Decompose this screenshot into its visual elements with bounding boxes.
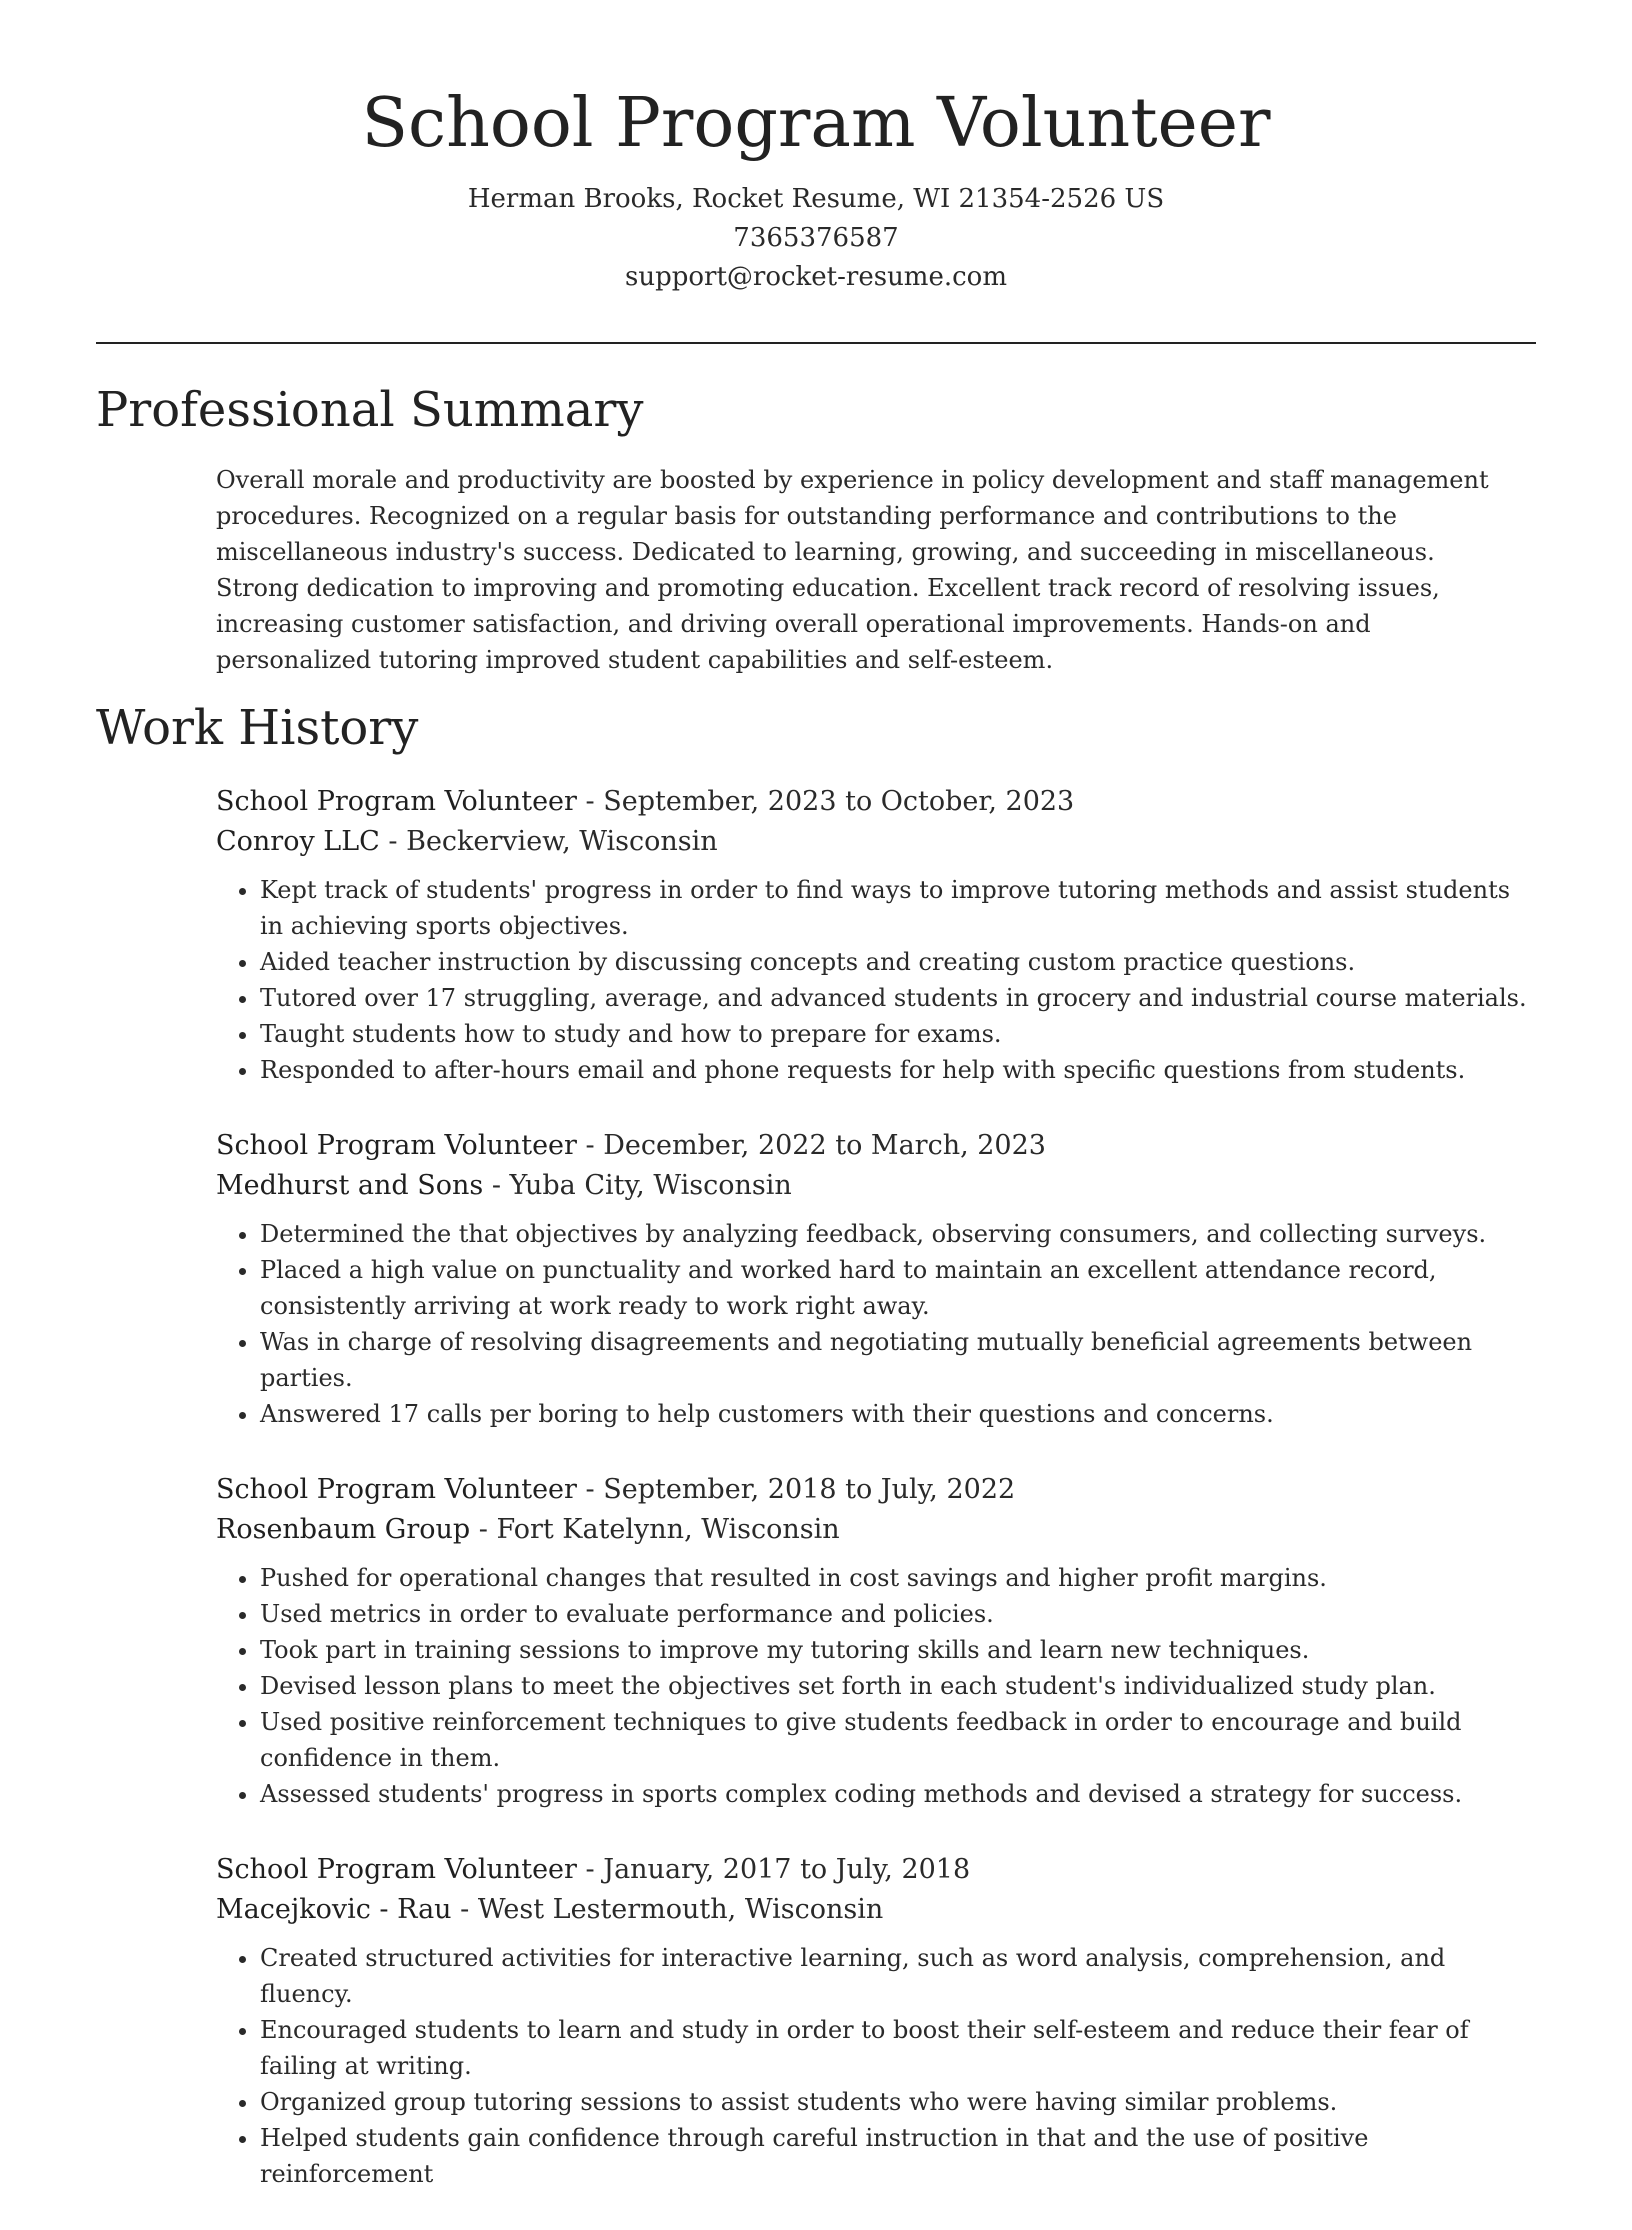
job-bullets — [216, 1216, 1536, 1432]
job-company: Conroy LLC — [216, 826, 380, 857]
job-bullet: • Encouraged students to learn and study in order to boost their self-esteem and reduce their fear of failing at writing. — [260, 2012, 1536, 2084]
job-title: School Program Volunteer — [216, 1474, 577, 1505]
job-bullets — [216, 872, 1536, 1088]
job-location: - Beckerview, Wisconsin — [379, 826, 718, 857]
job-company: Rosenbaum Group — [216, 1514, 471, 1545]
job-bullet: • Answered 17 calls per boring to help customers with their questions and concerns. — [260, 1396, 1536, 1432]
job-entry — [216, 782, 1536, 1088]
job-bullets — [216, 1940, 1536, 2192]
address-line: Herman Brooks, Rocket Resume, WI 21354-2526 US — [467, 184, 1165, 214]
job-title: School Program Volunteer — [216, 786, 577, 817]
job-entry — [216, 1126, 1536, 1432]
job-entry — [216, 1850, 1536, 2192]
job-bullet: • Was in charge of resolving disagreements and negotiating mutually beneficial agreements between parties. — [260, 1324, 1536, 1396]
job-bullet: • Taught students how to study and how to prepare for exams. — [260, 1016, 1536, 1052]
job-title: School Program Volunteer — [216, 1130, 577, 1161]
job-bullet: • Created structured activities for interactive learning, such as word analysis, comprehension, and fluency. — [260, 1940, 1536, 2012]
job-bullet: • Used positive reinforcement techniques to give students feedback in order to encourage and build confidence in them. — [260, 1704, 1536, 1776]
job-company-line — [216, 822, 1536, 862]
work-history-heading: Work History — [96, 700, 419, 756]
job-bullet: • Assessed students' progress in sports complex coding methods and devised a strategy for success. — [260, 1776, 1536, 1812]
job-bullet: • Took part in training sessions to improve my tutoring skills and learn new techniques. — [260, 1632, 1536, 1668]
job-title-line — [216, 1850, 1536, 1890]
resume-header — [0, 80, 1632, 297]
job-location: - Fort Katelynn, Wisconsin — [470, 1514, 840, 1545]
email-address: support@rocket-resume.com — [624, 262, 1007, 292]
job-company: Macejkovic - Rau — [216, 1894, 452, 1925]
contact-block — [0, 180, 1632, 297]
job-company-line — [216, 1510, 1536, 1550]
phone-number: 7365376587 — [733, 223, 899, 253]
job-dates: - December, 2022 to March, 2023 — [576, 1130, 1046, 1161]
job-dates: - September, 2018 to July, 2022 — [576, 1474, 1016, 1505]
job-bullet: • Helped students gain confidence through careful instruction in that and the use of positive reinforcement — [260, 2120, 1536, 2192]
job-bullets — [216, 1560, 1536, 1812]
summary-heading: Professional Summary — [96, 382, 644, 438]
job-dates: - September, 2023 to October, 2023 — [576, 786, 1075, 817]
job-bullet: • Determined the that objectives by analyzing feedback, observing consumers, and collecting surveys. — [260, 1216, 1536, 1252]
job-title-line — [216, 782, 1536, 822]
job-bullet: • Devised lesson plans to meet the objectives set forth in each student's individualized study plan. — [260, 1668, 1536, 1704]
job-bullet: • Pushed for operational changes that resulted in cost savings and higher profit margins. — [260, 1560, 1536, 1596]
job-dates: - January, 2017 to July, 2018 — [576, 1854, 971, 1885]
resume-title: School Program Volunteer — [361, 84, 1271, 163]
header-divider — [96, 342, 1536, 344]
job-title-line — [216, 1126, 1536, 1166]
job-company: Medhurst and Sons — [216, 1170, 484, 1201]
job-bullet: • Organized group tutoring sessions to assist students who were having similar problems. — [260, 2084, 1536, 2120]
job-bullet: • Used metrics in order to evaluate performance and policies. — [260, 1596, 1536, 1632]
job-company-line — [216, 1890, 1536, 1930]
job-location: - Yuba City, Wisconsin — [483, 1170, 792, 1201]
job-bullet: • Tutored over 17 struggling, average, and advanced students in grocery and industrial course materials. — [260, 980, 1536, 1016]
job-bullet: • Kept track of students' progress in order to find ways to improve tutoring methods and assist students in achieving sports objectives. — [260, 872, 1536, 944]
job-bullet: • Aided teacher instruction by discussing concepts and creating custom practice questions. — [260, 944, 1536, 980]
job-bullet: • Placed a high value on punctuality and worked hard to maintain an excellent attendance record, consistently arriving at work ready to work right away. — [260, 1252, 1536, 1324]
job-entry — [216, 1470, 1536, 1812]
summary-text: Overall morale and productivity are boosted by experience in policy development and staff management procedures. Recognized on a regular basis for outstanding performance and contributions to the miscellaneous industry's success. Dedicated to learning, growing, and succeeding in miscellaneous. Strong dedication to improving and promoting education. Excellent track record of resolving issues, increasing customer satisfaction, and driving overall operational improvements. Hands-on and personalized tutoring improved student capabilities and self-esteem. — [216, 466, 1489, 674]
job-company-line — [216, 1166, 1536, 1206]
jobs-list — [216, 782, 1536, 2230]
job-title-line — [216, 1470, 1536, 1510]
job-title: School Program Volunteer — [216, 1854, 577, 1885]
job-location: - West Lestermouth, Wisconsin — [451, 1894, 884, 1925]
job-bullet: • Responded to after-hours email and phone requests for help with specific questions from students. — [260, 1052, 1536, 1088]
